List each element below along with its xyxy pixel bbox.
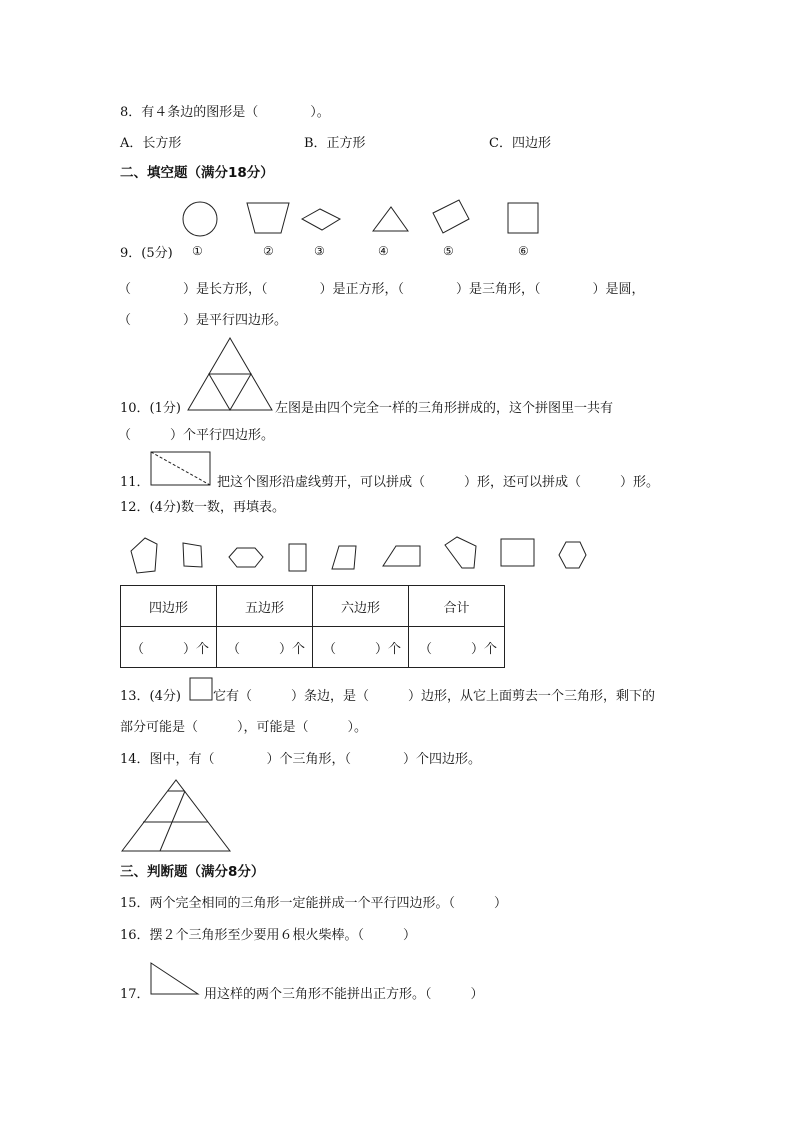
shape-label-5: ⑤	[443, 244, 454, 258]
section-heading-fill-in: 二、填空题（满分18分）	[120, 165, 274, 181]
answer-hexagon[interactable]: （ ）个	[313, 627, 409, 668]
answer-quadrilateral[interactable]: （ ）个	[121, 627, 217, 668]
right-triangle	[151, 963, 198, 994]
shape-label-6: ⑥	[518, 244, 529, 258]
header-total: 合计	[409, 586, 505, 627]
header-pentagon: 五边形	[217, 586, 313, 627]
answer-pentagon[interactable]: （ ）个	[217, 627, 313, 668]
q8-option-b: B．正方形	[304, 136, 366, 151]
q13-label: 13．(4分)	[120, 689, 181, 704]
q10-text: 左图是由四个完全一样的三角形拼成的，这个拼图里一共有	[275, 401, 614, 416]
q14-stem: 14．图中，有（ ）个三角形，（ ）个四边形。	[120, 752, 482, 767]
answer-total[interactable]: （ ）个	[409, 627, 505, 668]
q13-text: 它有（ ）条边，是（ ）边形，从它上面剪去一个三角形，剩下的	[213, 689, 656, 704]
q11-label: 11．	[120, 475, 150, 490]
q10-line2: （ ）个平行四边形。	[118, 428, 275, 443]
q8-option-a: A．长方形	[120, 136, 182, 151]
q17-label: 17．	[120, 987, 150, 1002]
q9-line2: （ ）是平行四边形。	[118, 313, 288, 328]
header-quadrilateral: 四边形	[121, 586, 217, 627]
shape-label-2: ②	[263, 244, 274, 258]
q8-option-c: C．四边形	[489, 136, 551, 151]
q17-text: 用这样的两个三角形不能拼出正方形。（ ）	[204, 987, 484, 1002]
q10-label: 10．(1分)	[120, 401, 181, 416]
q9-line1: （ ）是长方形，（ ）是正方形，（ ）是三角形，（ ）是圆，	[118, 282, 645, 297]
shape-label-1: ①	[192, 244, 203, 258]
q9-label: 9．(5分)	[120, 246, 173, 261]
shape-label-3: ③	[314, 244, 325, 258]
section-heading-judgement: 三、判断题（满分8分）	[120, 864, 265, 880]
q11-text: 把这个图形沿虚线剪开，可以拼成（ ）形，还可以拼成（ ）形。	[217, 475, 660, 490]
shape-label-4: ④	[378, 244, 389, 258]
q16-text: 16．摆２个三角形至少要用６根火柴棒。（ ）	[120, 928, 417, 943]
q15-text: 15．两个完全相同的三角形一定能拼成一个平行四边形。（ ）	[120, 896, 508, 911]
q8-stem: 8．有４条边的图形是（ ）。	[120, 105, 330, 120]
header-hexagon: 六边形	[313, 586, 409, 627]
q13-line2: 部分可能是（ ），可能是（ ）。	[120, 720, 368, 735]
q12-stem: 12．(4分)数一数，再填表。	[120, 500, 285, 515]
